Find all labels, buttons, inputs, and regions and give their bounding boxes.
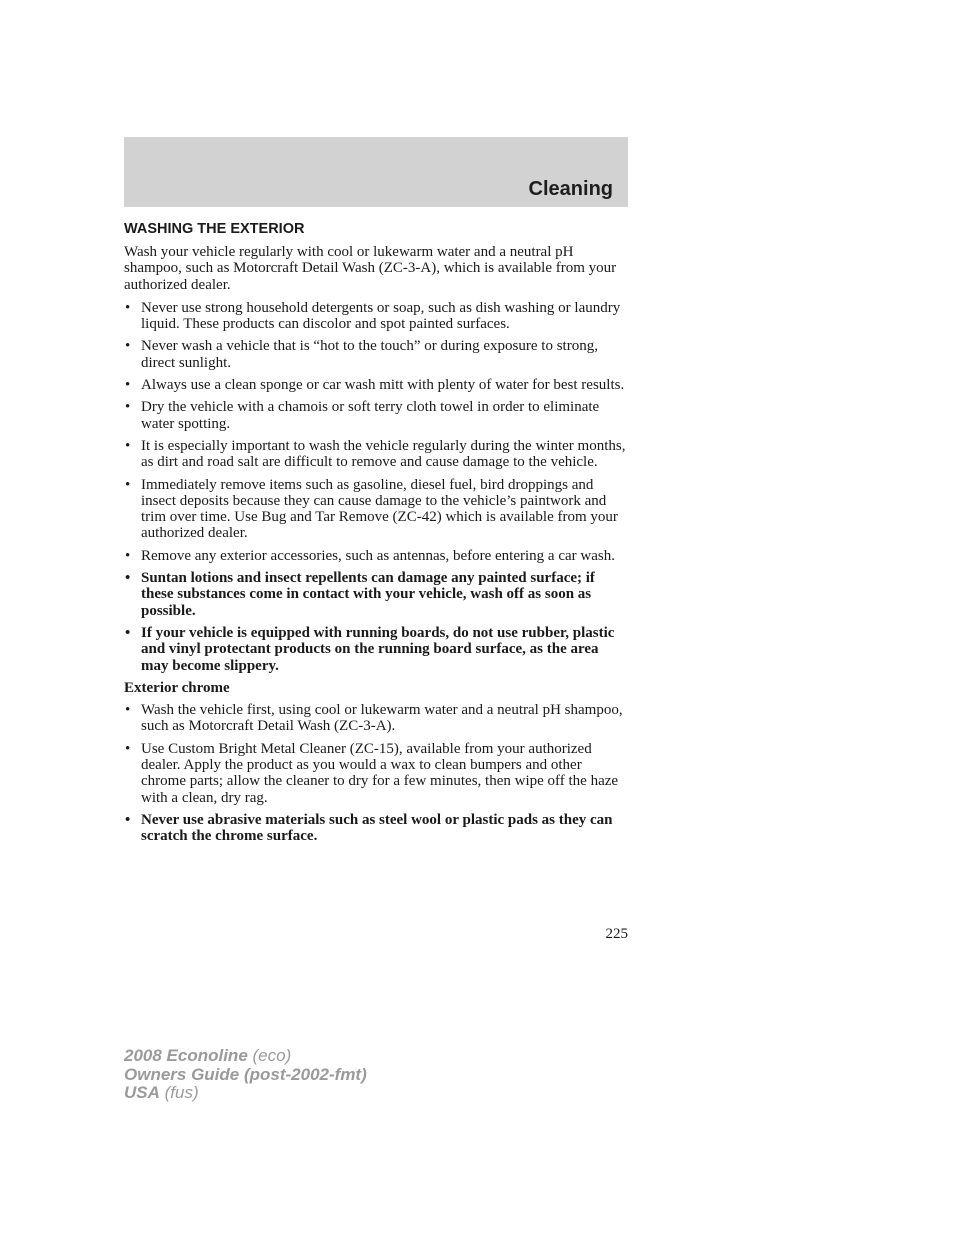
footer-market: USA xyxy=(124,1083,160,1102)
washing-bullet-list xyxy=(124,300,628,674)
chrome-bullet-item xyxy=(124,702,628,735)
footer-line-2 xyxy=(124,1066,367,1085)
chrome-bullet-item-text: Wash the vehicle first, using cool or lukewarm water and a neutral pH shampoo, such as Motorcraft Detail Wash (ZC-3-A). xyxy=(141,702,623,735)
footer-model-code: (eco) xyxy=(247,1046,292,1065)
washing-bullet-item xyxy=(124,438,628,471)
bullet-icon: • xyxy=(125,299,131,316)
washing-bullet-item xyxy=(124,300,628,333)
washing-bullet-item-text: Always use a clean sponge or car wash mitt with plenty of water for best results. xyxy=(141,377,625,394)
footer-guide: Owners Guide (post-2002-fmt) xyxy=(124,1064,367,1084)
washing-bullet-item xyxy=(124,377,628,393)
footer-line-3 xyxy=(124,1084,367,1103)
chrome-bullet-item-text: Use Custom Bright Metal Cleaner (ZC-15), available from your authorized dealer. Apply the product as you would a wax to clean bumpers and other chrome parts; allow the cleaner to dry for a few minutes, then wipe off the haze with a clean, dry rag. xyxy=(141,740,619,806)
bullet-icon: • xyxy=(125,624,131,641)
footer-market-code: (fus) xyxy=(159,1083,199,1102)
bullet-icon: • xyxy=(125,811,131,828)
washing-bullet-item xyxy=(124,570,628,619)
bullet-icon: • xyxy=(125,476,131,493)
chrome-bullet-list xyxy=(124,702,628,844)
bullet-icon: • xyxy=(125,338,131,355)
washing-bullet-item-text: Remove any exterior accessories, such as antennas, before entering a car wash. xyxy=(141,547,615,564)
section-header-band xyxy=(124,137,628,207)
page-number: 225 xyxy=(605,926,628,942)
washing-bullet-item xyxy=(124,625,628,674)
bullet-icon: • xyxy=(125,702,131,719)
washing-bullet-item xyxy=(124,399,628,432)
footer-model: 2008 Econoline xyxy=(124,1046,248,1065)
exterior-chrome-heading: Exterior chrome xyxy=(124,679,230,696)
washing-bullet-item-text: Dry the vehicle with a chamois or soft terry cloth towel in order to eliminate water spotting. xyxy=(141,399,600,432)
bullet-icon: • xyxy=(125,399,131,416)
washing-bullet-item xyxy=(124,477,628,542)
bullet-icon: • xyxy=(125,377,131,394)
chrome-bullet-item xyxy=(124,741,628,806)
washing-bullet-item-text: Never use strong household detergents or soap, such as dish washing or laundry liquid. These products can discolor and spot painted surfaces. xyxy=(141,299,621,333)
washing-bullet-item xyxy=(124,338,628,371)
bullet-icon: • xyxy=(125,570,131,587)
page-content xyxy=(124,220,628,851)
chrome-bullet-item xyxy=(124,812,628,845)
intro-paragraph: Wash your vehicle regularly with cool or lukewarm water and a neutral pH shampoo, such as Motorcraft Detail Wash (ZC-3-A), which is available from your authorized dealer. xyxy=(124,244,617,293)
washing-bullet-item-text: If your vehicle is equipped with running boards, do not use rubber, plastic and vinyl protectant products on the running board surface, as the area may become slippery. xyxy=(141,624,615,674)
bullet-icon: • xyxy=(125,740,131,757)
footer-line-1 xyxy=(124,1047,367,1066)
bullet-icon: • xyxy=(125,547,131,564)
washing-bullet-item-text: Immediately remove items such as gasoline, diesel fuel, bird droppings and insect deposits because they can cause damage to the vehicle’s paintwork and trim over time. Use Bug and Tar Remove (ZC-42) which is available from your authorized dealer. xyxy=(141,476,618,542)
washing-bullet-item-text: Never wash a vehicle that is “hot to the touch” or during exposure to strong, direct sunlight. xyxy=(141,338,598,371)
footer-document-info xyxy=(124,1047,367,1103)
section-title: Cleaning xyxy=(528,178,613,200)
section-heading: WASHING THE EXTERIOR xyxy=(124,221,305,237)
chrome-bullet-item-text: Never use abrasive materials such as steel wool or plastic pads as they can scratch the chrome surface. xyxy=(141,811,613,845)
bullet-icon: • xyxy=(125,437,131,454)
washing-bullet-item xyxy=(124,548,628,564)
washing-bullet-item-text: It is especially important to wash the vehicle regularly during the winter months, as dirt and road salt are difficult to remove and cause damage to the vehicle. xyxy=(141,437,626,471)
washing-bullet-item-text: Suntan lotions and insect repellents can damage any painted surface; if these substances come in contact with your vehicle, wash off as soon as possible. xyxy=(141,570,595,619)
